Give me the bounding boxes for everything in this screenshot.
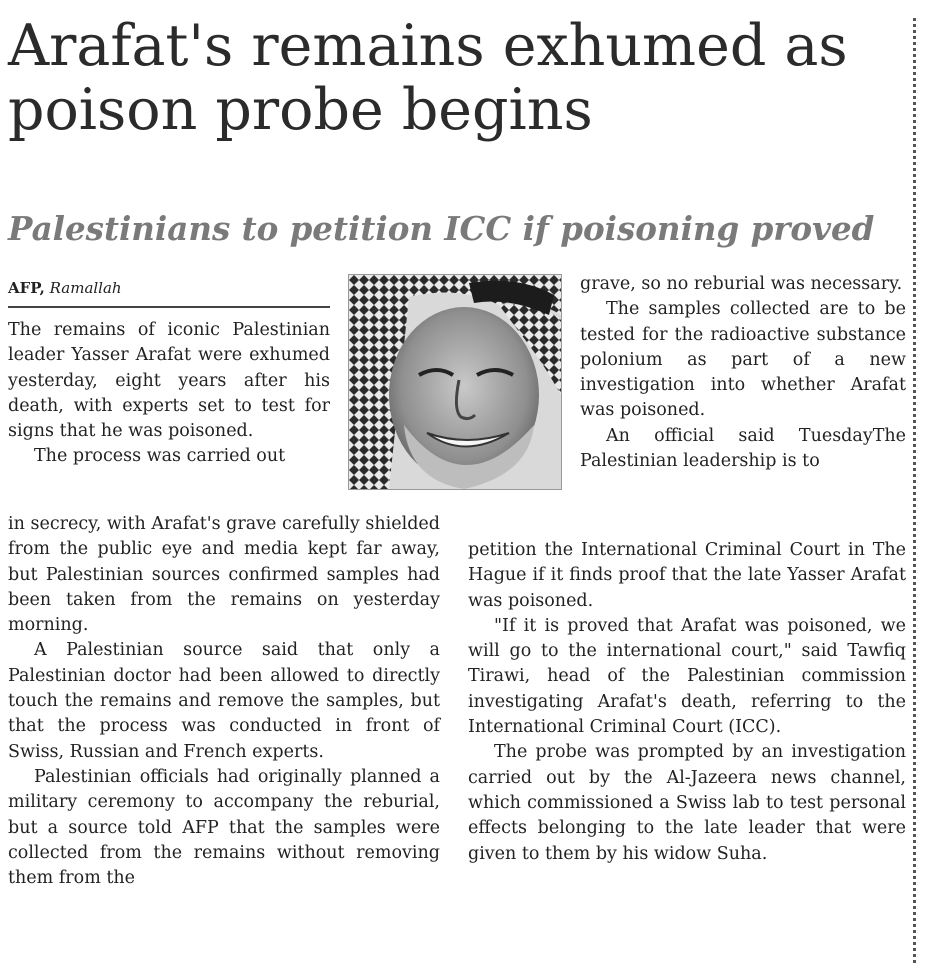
paragraph-8: The probe was prompted by an investigation carried out by the Al-Jazeera news channel, which commissioned a Swiss lab to test personal effects belonging to the late leader that were given to them by his widow Suha. xyxy=(468,742,906,864)
paragraph-3: A Palestinian source said that only a Palestinian doctor had been allowed to directly touch the remains and remove the samples, but that the process was conducted in front of Swiss, Russian and French experts. xyxy=(8,640,440,762)
column-left-bottom xyxy=(8,512,440,891)
paragraph-4: Palestinian officials had originally planned a military ceremony to accompany the reburial, but a source told AFP that the samples were collected from the remains without removing them from the xyxy=(8,766,440,889)
portrait-photo xyxy=(348,274,562,490)
paragraph-1: The remains of iconic Palestinian leader Yasser Arafat were exhumed yesterday, eight years after his death, with experts set to test for signs that he was poisoned. xyxy=(8,320,330,442)
paragraph-2-start: The process was carried out xyxy=(34,446,286,467)
paragraph-5: The samples collected are to be tested for the radioactive substance polonium as part of a new investigation into whether Arafat was poisoned. xyxy=(580,299,906,421)
byline-place: Ramallah xyxy=(49,279,122,297)
column-rule-dotted xyxy=(913,18,916,963)
column-right-top xyxy=(580,272,906,474)
byline xyxy=(8,278,330,308)
column-left-top xyxy=(8,318,330,470)
headline: Arafat's remains exhumed as poison probe begins xyxy=(8,13,848,143)
paragraph-4-continued: grave, so no reburial was necessary. xyxy=(580,274,903,294)
column-right-bottom xyxy=(468,538,906,867)
paragraph-6-start: An official said TuesdayThe Palestinian leadership is to xyxy=(580,425,906,472)
byline-source: AFP, xyxy=(8,279,45,297)
paragraph-2-continued: in secrecy, with Arafat's grave carefully shielded from the public eye and media kept far away, but Palestinian sources confirmed samples had been taken from the remains on yesterday morning. xyxy=(8,514,440,636)
subheadline: Palestinians to petition ICC if poisoning proved xyxy=(8,209,875,248)
portrait-photo-icon xyxy=(349,275,561,489)
paragraph-7: "If it is proved that Arafat was poisoned, we will go to the international court," said Tawfiq Tirawi, head of the Palestinian commission investigating Arafat's death, referring to the International Criminal Court (ICC). xyxy=(468,615,906,738)
paragraph-6-continued: petition the International Criminal Court in The Hague if it finds proof that the late Yasser Arafat was poisoned. xyxy=(468,540,906,611)
